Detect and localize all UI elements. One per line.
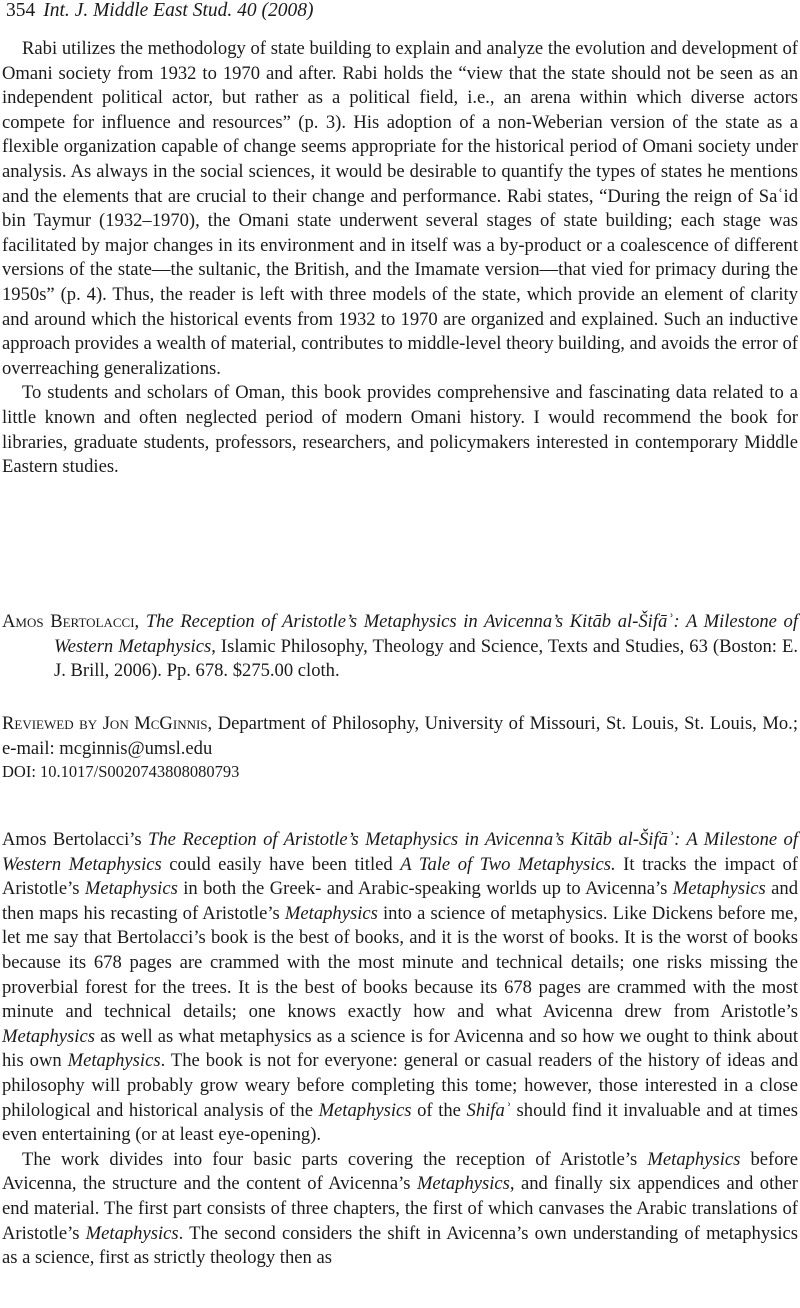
text-run: , and finally six appendices and other end material. The first part consists of three chapters, the first of which canvases the Arabic translations of Aristotle’s (2, 1173, 798, 1244)
text-run: as well as what metaphysics as a science is for Avicenna and so how we ought to think about his own (2, 1025, 798, 1072)
reviewer-name: Reviewed by Jon McGinnis (2, 713, 208, 734)
book-citation (2, 610, 798, 684)
running-head (6, 0, 314, 22)
text-run: and then maps his recasting of Aristotle’s (2, 878, 799, 924)
text-run: could easily have been titled (161, 853, 401, 875)
text-run: of the (411, 1099, 467, 1121)
text-run: Metaphysics (84, 878, 178, 900)
text-run: Metaphysics (318, 1099, 412, 1121)
text-run: A Tale of Two Metaphysics. (400, 853, 616, 875)
review2-paragraph-2 (2, 1148, 798, 1271)
doi-line (2, 761, 798, 783)
reviewer-block (2, 712, 798, 783)
page-number: 354 (6, 0, 36, 21)
text-run: Metaphysics (284, 902, 378, 924)
text-run: Metaphysics (2, 1025, 95, 1047)
text-run: Metaphysics (85, 1222, 179, 1244)
reviewer-line (2, 712, 798, 761)
text-run: should find it invaluable and at times even entertaining (or at least eye-opening). (2, 1099, 799, 1146)
text-run: The work divides into four basic parts covering the reception of Aristotle’s (22, 1148, 648, 1170)
reviewer-affiliation: , Department of Philosophy, University of Missouri, St. Louis, St. Louis, Mo.; e-mail: mcginnis@umsl.edu (2, 713, 798, 759)
text-run: Rabi utilizes the methodology of state building to explain and analyze the evolution and development of Omani society from 1932 to 1970 and after. Rabi holds the “view that the state should not be seen as an independent political actor, but rather as a political field, i.e., an arena within which diverse actors compete for influence and resources” (p. 3). His adoption of a non-Weberian version of the state as a flexible organization capable of change seems appropriate for the historical period of Omani society under analysis. As always in the social sciences, it would be desirable to quantify the types of states he mentions and the elements that are crucial to their change and performance. Rabi states, “During the reign of Saʿid bin Taymur (1932–1970), the Omani state underwent several stages of state building; each stage was facilitated by major changes in its environment and in itself was a by-product or a coalescence of different versions of the state—the sultanic, the British, and the Imamate version—that vied for primacy during the 1950s” (p. 4). Thus, the reader is left with three models of the state, which provide an element of clarity and around which the historical events from 1932 to 1970 are organized and explained. Such an inductive approach provides a wealth of material, contributes to middle-level theory building, and avoids the error of overreaching generalizations. (2, 38, 798, 379)
text-run: Shifaʾ (466, 1099, 511, 1121)
text-run: in both the Greek- and Arabic-speaking worlds up to Avicenna’s (177, 878, 673, 900)
text-run: Metaphysics (416, 1173, 510, 1195)
text-run: into a science of metaphysics. Like Dickens before me, let me say that Bertolacci’s book is the best of books, and it is the worst of books. It is the worst of books because its 678 pages are crammed with the most minute and technical details; one risks missing the proverbial forest for the trees. It is the best of books because its 678 pages are crammed with the most minute and technical details; one knows exactly how and what Avicenna drew from Aristotle’s (2, 902, 798, 1023)
text-run: Metaphysics (67, 1050, 161, 1072)
review2-paragraph-1 (2, 828, 798, 1148)
text-run: Metaphysics (647, 1148, 741, 1170)
review2-citation (2, 610, 798, 684)
text-run: To students and scholars of Oman, this book provides comprehensive and fascinating data related to a little known and often neglected period of modern Omani history. I would recommend the book for libraries, graduate students, professors, researchers, and policymakers interested in contemporary Middle Eastern studies. (2, 382, 798, 478)
text-run: Amos Bertolacci’s (2, 829, 149, 850)
review2-body (2, 828, 798, 1271)
doi-label: DOI (2, 762, 32, 782)
review1-continuation (2, 37, 798, 480)
doi-value: : 10.1017/S0020743808080793 (31, 762, 240, 782)
book-author: Amos Bertolacci (2, 611, 135, 632)
review1-paragraph-1 (2, 37, 798, 381)
book-publication-info: , Islamic Philosophy, Theology and Science, Texts and Studies, 63 (Boston: E. J. Brill, 2006). Pp. 678. $275.00 cloth. (54, 635, 799, 682)
text-run: Metaphysics (672, 878, 766, 900)
text-run: . The book is not for everyone: general or casual readers of the history of ideas and philosophy will probably grow weary before completing this tome; however, those interested in a close philological and historical analysis of the (2, 1050, 798, 1121)
text-run: It tracks the impact of Aristotle’s (2, 853, 798, 900)
text-run: , (134, 611, 146, 632)
text-run: The Reception of Aristotle’s Metaphysics in Avicenna’s Kitāb al-Šifāʾ: A Milestone of Western Metaphysics (2, 829, 798, 875)
text-run: . The second considers the shift in Avicenna’s own understanding of metaphysics as a science, first as strictly theology then as (2, 1222, 799, 1269)
journal-title: Int. J. Middle East Stud. 40 (2008) (43, 0, 314, 21)
review1-paragraph-2 (2, 381, 798, 479)
book-title: The Reception of Aristotle’s Metaphysics in Avicenna’s Kitāb al-Šifāʾ: A Milestone of Western Metaphysics (54, 611, 798, 657)
text-run: before Avicenna, the structure and the content of Avicenna’s (2, 1148, 798, 1195)
